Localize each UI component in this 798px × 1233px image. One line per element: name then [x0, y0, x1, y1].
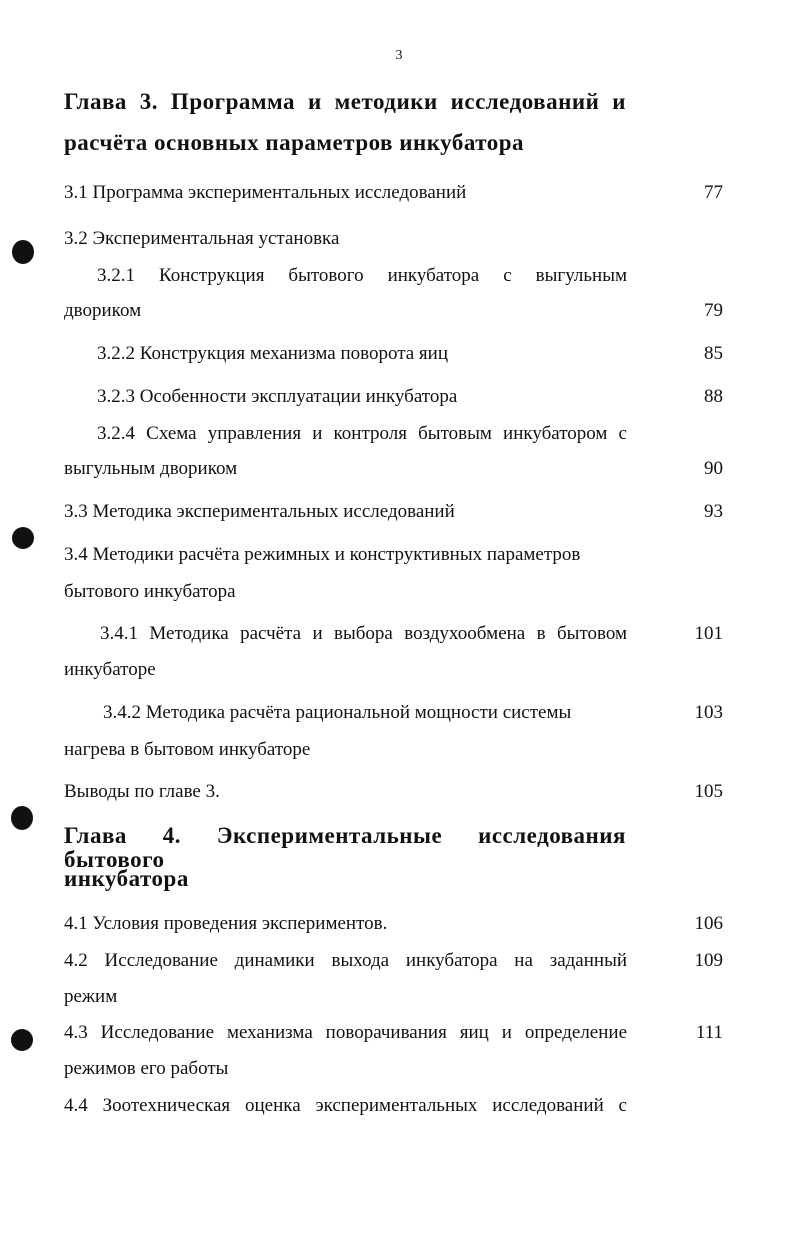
- binder-hole-mark: [11, 1029, 33, 1051]
- chapter-3-title-line-2: расчёта основных параметров инкубатора: [64, 130, 525, 155]
- toc-entry-4-3-line-2: режимов его работы: [64, 1058, 229, 1079]
- toc-entry-3-2-2: 3.2.2 Конструкция механизма поворота яиц: [97, 343, 449, 364]
- toc-entry-3-3: 3.3 Методика экспериментальных исследований: [64, 501, 455, 522]
- toc-page-4-1: 106: [694, 913, 723, 934]
- toc-entry-3-2-1-line-1: 3.2.1 Конструкция бытового инкубатора с выгульным: [97, 265, 627, 286]
- toc-entry-4-2-line-1: 4.2 Исследование динамики выхода инкубатора на заданный: [64, 950, 627, 971]
- chapter-3-title-line-1: Глава 3. Программа и методики исследований и: [64, 89, 626, 114]
- toc-entry-3-4-1-line-2: инкубаторе: [64, 659, 156, 680]
- toc-entry-3-2-3: 3.2.3 Особенности эксплуатации инкубатора: [97, 386, 458, 407]
- chapter-4-title-line-1: Глава 4. Экспериментальные исследования бытового: [64, 823, 626, 872]
- toc-entry-conclusions-3: Выводы по главе 3.: [64, 781, 220, 802]
- toc-entry-4-1: 4.1 Условия проведения экспериментов.: [64, 913, 388, 934]
- toc-page-3-2-3: 88: [704, 386, 723, 407]
- binder-hole-mark: [12, 240, 34, 264]
- toc-page-3-4-2: 103: [694, 702, 723, 723]
- toc-page-3-2-4: 90: [704, 458, 723, 479]
- toc-entry-3-4-2-line-1: 3.4.2 Методика расчёта рациональной мощности системы: [103, 702, 572, 723]
- chapter-4-title-line-2: инкубатора: [64, 866, 189, 891]
- toc-entry-4-3-line-1: 4.3 Исследование механизма поворачивания яиц и определение: [64, 1022, 627, 1043]
- toc-page-3-1: 77: [704, 182, 723, 203]
- page-number: 3: [395, 48, 403, 63]
- toc-page-4-2: 109: [694, 950, 723, 971]
- toc-entry-3-4-2-line-2: нагрева в бытовом инкубаторе: [64, 739, 311, 760]
- toc-entry-3-4-1-line-1: 3.4.1 Методика расчёта и выбора воздухообмена в бытовом: [100, 623, 627, 644]
- toc-page-conclusions-3: 105: [694, 781, 723, 802]
- toc-entry-3-1: 3.1 Программа экспериментальных исследований: [64, 182, 467, 203]
- toc-page-4-3: 111: [695, 1022, 723, 1043]
- toc-entry-3-4-line-1: 3.4 Методики расчёта режимных и конструктивных параметров: [64, 544, 581, 565]
- toc-page-3-2-2: 85: [704, 343, 723, 364]
- binder-hole-mark: [12, 527, 34, 549]
- toc-entry-3-4-line-2: бытового инкубатора: [64, 581, 236, 602]
- toc-entry-3-2: 3.2 Экспериментальная установка: [64, 228, 340, 249]
- binder-hole-mark: [11, 806, 33, 830]
- toc-entry-4-2-line-2: режим: [64, 986, 118, 1007]
- toc-entry-4-4-line-1: 4.4 Зоотехническая оценка экспериментальных исследований с: [64, 1095, 627, 1116]
- toc-page-3-2-1: 79: [704, 300, 723, 321]
- toc-entry-3-2-4-line-2: выгульным двориком: [64, 458, 238, 479]
- toc-entry-3-2-1-line-2: двориком: [64, 300, 142, 321]
- toc-entry-3-2-4-line-1: 3.2.4 Схема управления и контроля бытовым инкубатором с: [97, 423, 627, 444]
- toc-page-3-4-1: 101: [694, 623, 723, 644]
- toc-page-3-3: 93: [704, 501, 723, 522]
